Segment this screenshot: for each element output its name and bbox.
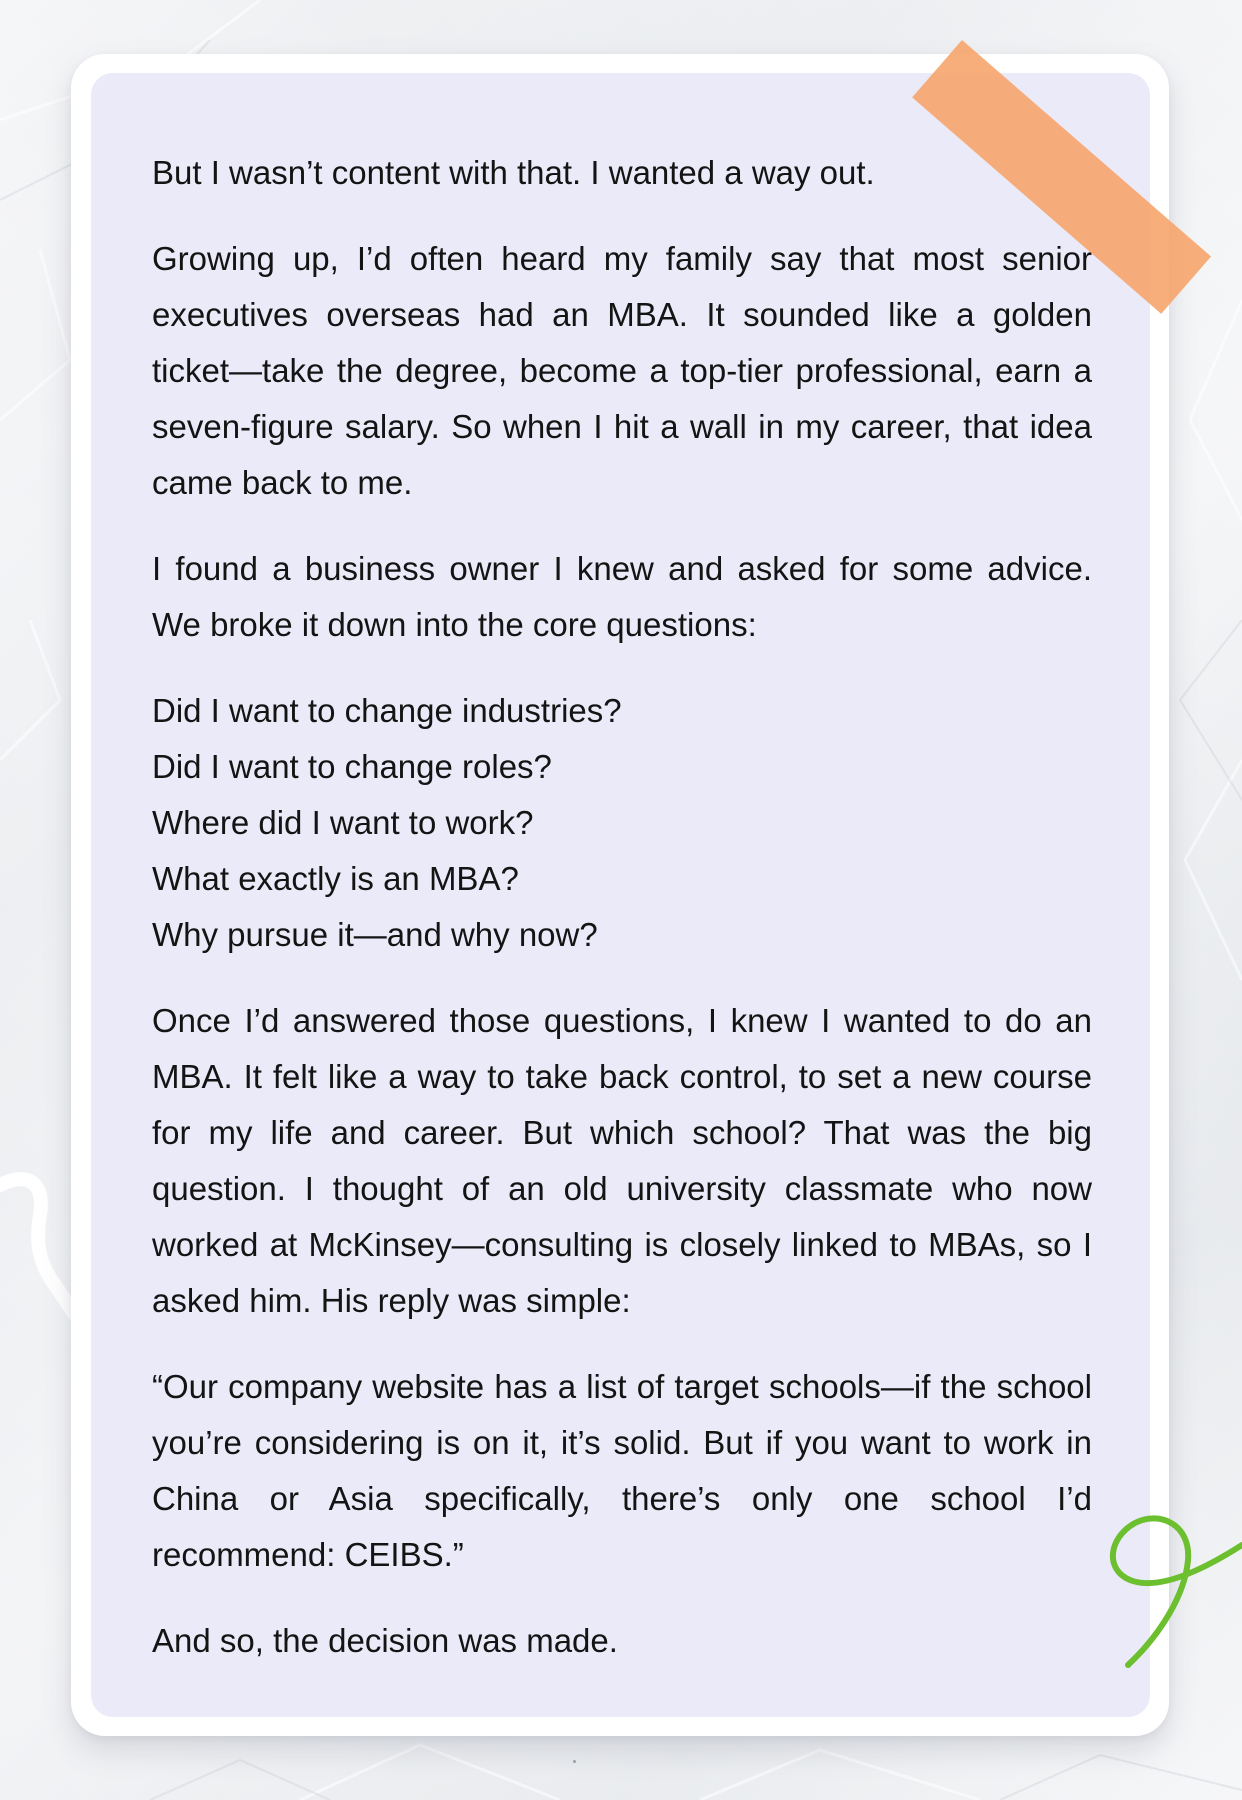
green-squiggle-decoration <box>1100 1505 1242 1675</box>
paragraph-business-owner: I found a business owner I knew and asked for some advice. We broke it down into the core questions: <box>152 550 1092 643</box>
paragraph-intro: But I wasn’t content with that. I wanted a way out. <box>152 154 875 191</box>
paragraph-family-advice: Growing up, I’d often heard my family say that most senior executives overseas had an MBA. It sounded like a golden ticket—take the degree, become a top-tier professional, earn a seven-figure salary. So when I hit a wall in my career, that idea came back to me. <box>152 240 1092 501</box>
list-item: Did I want to change roles? <box>152 748 552 785</box>
paragraph-decision: Once I’d answered those questions, I knew I wanted to do an MBA. It felt like a way to take back control, to set a new course for my life and career. But which school? That was the big question. I thought of an old university classmate who now worked at McKinsey—consulting is closely linked to MBAs, so I asked him. His reply was simple: <box>152 1002 1092 1319</box>
dot-decoration <box>573 1760 576 1763</box>
core-questions-list <box>152 683 1092 963</box>
article-card-inner <box>91 73 1150 1717</box>
list-item: Did I want to change industries? <box>152 692 622 729</box>
list-item: Why pursue it—and why now? <box>152 916 598 953</box>
list-item: What exactly is an MBA? <box>152 860 519 897</box>
paragraph-quote: “Our company website has a list of target schools—if the school you’re considering is on it, it’s solid. But if you want to work in China or Asia specifically, there’s only one school I’d recommend: CEIBS.” <box>152 1368 1092 1573</box>
paragraph-conclusion: And so, the decision was made. <box>152 1622 618 1659</box>
list-item: Where did I want to work? <box>152 804 534 841</box>
article-body <box>152 145 1092 1669</box>
article-card <box>71 54 1169 1736</box>
